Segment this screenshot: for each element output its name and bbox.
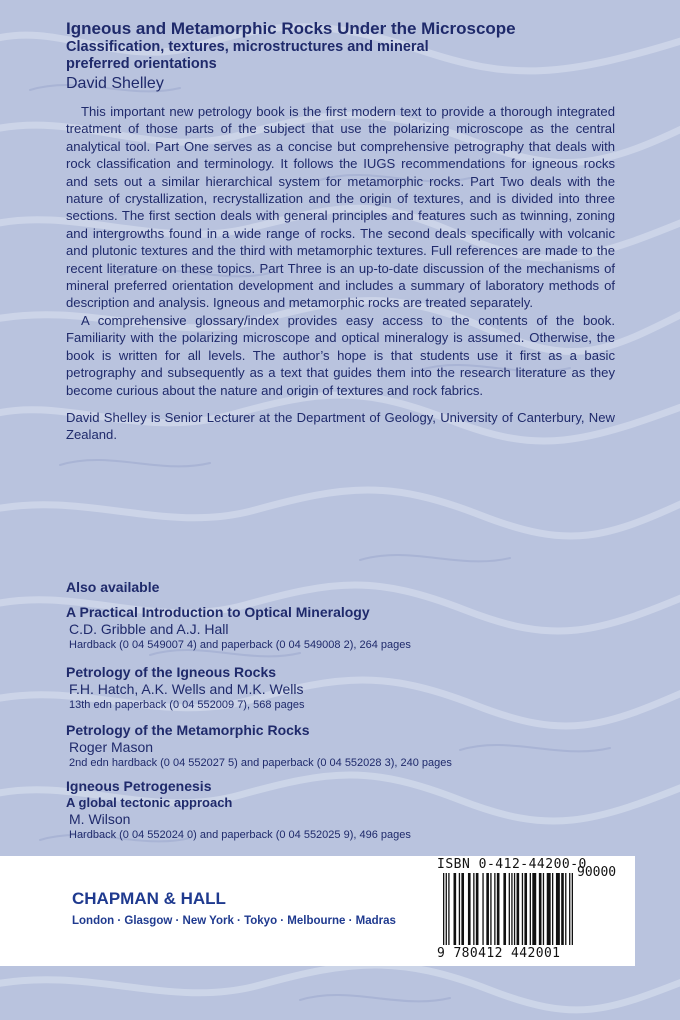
barcode-bar [530, 873, 531, 945]
barcode-bar [543, 873, 544, 945]
barcode-bar [468, 873, 471, 945]
related-book-subtitle: A global tectonic approach [66, 795, 233, 810]
publisher-cities: London · Glasgow · New York · Tokyo · Melbourne · Madras [72, 915, 396, 927]
barcode-bar [459, 873, 460, 945]
barcode-bar [552, 873, 553, 945]
barcode-bar [448, 873, 449, 945]
related-book [66, 778, 626, 842]
blurb [66, 103, 615, 444]
related-book-authors: C.D. Gribble and A.J. Hall [69, 621, 229, 637]
related-book-title: Petrology of the Igneous Rocks [66, 664, 277, 680]
barcode-bar [490, 873, 491, 945]
ean-number: 9 780412 442001 [437, 946, 561, 961]
barcode-bar [509, 873, 510, 945]
related-book [66, 722, 626, 770]
barcode-bar [514, 873, 515, 945]
related-book-details: 2nd edn hardback (0 04 552027 5) and paperback (0 04 552028 3), 240 pages [69, 757, 452, 769]
barcode-bar [503, 873, 506, 945]
barcode-bar [446, 873, 447, 945]
barcode-bar [476, 873, 479, 945]
barcode-bar [547, 873, 551, 945]
barcode [443, 873, 573, 945]
blurb-paragraph-1: This important new petrology book is the first modern text to provide a thorough integrated treatment of those parts of the subject that use the polarizing microscope as the central analytical tool. Part One serves as a concise but comprehensive petrography that deals with rock classification and terminology. It follows the IUGS recommendations for igneous rocks and sets out a similar hierarchical system for metamorphic rocks. Part Two deals with the nature of crystallization, recrystallization and the origin of textures, and is divided into three sections. The first section deals with general principles and features such as twinning, zoning and intergrowths found in a wide range of rocks. The second deals specifically with volcanic and plutonic textures and the third with metamorphic textures. Full references are made to the recent literature on these topics. Part Three is an up-to-date discussion of the mechanisms of mineral preferred orientation development and includes a summary of laboratory methods of description and analysis. Igneous and metamorphic rocks are treated separately. [66, 104, 615, 311]
barcode-bar [532, 873, 536, 945]
barcode-bar [522, 873, 523, 945]
blurb-paragraph-2: A comprehensive glossary/index provides easy access to the contents of the book. Familiarity with the polarizing microscope and optical mineralogy is assumed. Otherwise, the book is written for all levels. The author’s hope is that students use it first as a basic petrography and subsequently as a text that guides them into the research literature as they become curious about the nature and origin of textures and rock fabrics. [66, 312, 615, 398]
related-book-title: Igneous Petrogenesis [66, 778, 212, 794]
barcode-bar [565, 873, 566, 945]
related-book [66, 604, 626, 652]
barcode-bar [497, 873, 500, 945]
barcode-bar [539, 873, 542, 945]
related-book-details: 13th edn paperback (0 04 552009 7), 568 pages [69, 699, 305, 711]
barcode-bar [517, 873, 520, 945]
also-available-heading: Also available [66, 579, 160, 595]
related-book-authors: Roger Mason [69, 739, 154, 755]
book-author: David Shelley [66, 75, 164, 92]
barcode-bar [482, 873, 483, 945]
book-title: Igneous and Metamorphic Rocks Under the Microscope [66, 19, 516, 38]
related-book-title: Petrology of the Metamorphic Rocks [66, 722, 310, 738]
barcode-bar [561, 873, 564, 945]
price-code: 90000 [577, 865, 617, 880]
barcode-bar [524, 873, 527, 945]
publisher-name: CHAPMAN & HALL [72, 889, 226, 908]
related-book-details: Hardback (0 04 549007 4) and paperback (0 04 549008 2), 264 pages [69, 639, 411, 651]
related-book [66, 664, 626, 712]
book-subtitle: Classification, textures, microstructures and mineral preferred orientations [66, 39, 429, 72]
barcode-bar [511, 873, 512, 945]
related-book-title: A Practical Introduction to Optical Mineralogy [66, 604, 370, 620]
barcode-bar [486, 873, 489, 945]
isbn-number: ISBN 0-412-44200-0 [437, 857, 587, 872]
barcode-bar [572, 873, 573, 945]
barcode-bar [556, 873, 560, 945]
barcode-bar [569, 873, 570, 945]
barcode-bar [473, 873, 474, 945]
related-book-details: Hardback (0 04 552024 0) and paperback (0 04 552025 9), 496 pages [69, 829, 411, 841]
barcode-bar [454, 873, 457, 945]
barcode-bar [443, 873, 444, 945]
related-book-authors: F.H. Hatch, A.K. Wells and M.K. Wells [69, 681, 304, 697]
related-book-authors: M. Wilson [69, 811, 131, 827]
barcode-bar [494, 873, 495, 945]
barcode-bar [461, 873, 464, 945]
about-author: David Shelley is Senior Lecturer at the Department of Geology, University of Canterbury, New Zealand. [66, 409, 615, 443]
